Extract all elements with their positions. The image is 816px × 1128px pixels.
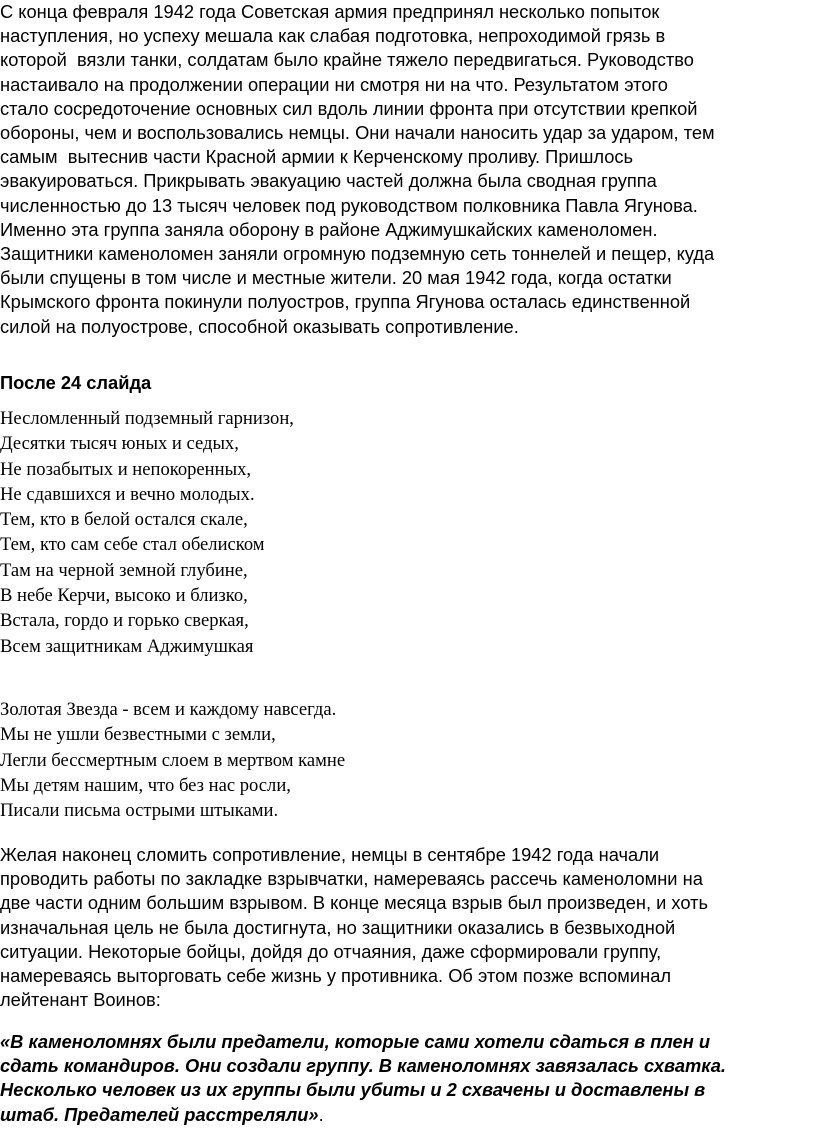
poem-line: Мы не ушли безвестными с земли, <box>0 724 276 746</box>
text-line: намереваясь выторговать себе жизнь у противника. Об этом позже вспоминал <box>0 965 672 987</box>
text-line: эвакуироваться. Прикрывать эвакуацию частей должна была сводная группа <box>0 170 657 192</box>
text-line: стало сосредоточение основных сил вдоль линии фронта при отсутствии крепкой <box>0 97 698 119</box>
text-line: Желая наконец сломить сопротивление, немцы в сентябре 1942 года начали <box>0 844 660 865</box>
text-line: настаивало на продолжении операции ни смотря ни на что. Результатом этого <box>0 73 668 95</box>
poem-line: Легли бессмертным слоем в мертвом камне <box>0 749 346 771</box>
text-line: С конца февраля 1942 года Советская армия предпринял несколько попыток <box>0 1 660 22</box>
section-heading <box>0 371 816 395</box>
poem-stanza-1 <box>0 406 816 659</box>
text-line: Крымского фронта покинули полуостров, группа Ягунова осталась единственной <box>0 291 691 313</box>
poem-line: Писали письма острыми штыками. <box>0 800 279 822</box>
quote-paragraph <box>0 1030 816 1127</box>
poem-stanza-2 <box>0 697 816 823</box>
poem-line: Не сдавшихся и вечно молодых. <box>0 483 255 505</box>
text-line: проводить работы по закладке взрывчатки, намереваясь рассечь каменоломни на <box>0 868 703 890</box>
text-line: обороны, чем и воспользовались немцы. Они начали наносить удар за ударом, тем <box>0 122 715 144</box>
narrative-paragraph <box>0 843 816 1012</box>
poem-line: Тем, кто в белой остался скале, <box>0 509 248 531</box>
text-line: наступления, но успеху мешала как слабая подготовка, непроходимой грязь в <box>0 25 666 47</box>
poem-line: Золотая Звезда - всем и каждому навсегда. <box>0 699 337 720</box>
quote-line: штаб. Предателей расстреляли» <box>0 1103 319 1125</box>
text-line: самым вытеснив части Красной армии к Керченскому проливу. Пришлось <box>0 146 634 168</box>
poem-line: Встала, гордо и горько сверкая, <box>0 610 249 632</box>
quote-line: сдать командиров. Они создали группу. В каменоломнях завязалась схватка. <box>0 1055 726 1077</box>
quote-end-punctuation: . <box>318 1103 324 1125</box>
poem-line: Всем защитникам Аджимушкая <box>0 635 254 657</box>
poem-line: Несломленный подземный гарнизон, <box>0 408 294 429</box>
text-line: две части одним большим взрывом. В конце месяца взрыв был произведен, и хоть <box>0 892 709 914</box>
poem-line: Десятки тысяч юных и седых, <box>0 433 239 455</box>
text-line: были спущены в том числе и местные жители. 20 мая 1942 года, когда остатки <box>0 267 672 289</box>
text-line: ситуации. Некоторые бойцы, дойдя до отчаяния, даже сформировали группу, <box>0 940 662 962</box>
intro-paragraph <box>0 0 816 339</box>
text-line: лейтенант Воинов: <box>0 989 161 1011</box>
text-line: численностью до 13 тысяч человек под руководством полковника Павла Ягунова. <box>0 194 698 216</box>
text-line: Именно эта группа заняла оборону в районе Аджимушкайских каменоломен. <box>0 218 658 240</box>
poem-line: Там на черной земной глубине, <box>0 559 248 581</box>
text-line: изначальная цель не была достигнута, но защитники оказались в безвыходной <box>0 916 676 938</box>
quote-last-line <box>0 1103 816 1127</box>
heading-text: После 24 слайда <box>0 372 152 393</box>
quote-line: Несколько человек из их группы были убиты и 2 схвачены и доставлены в <box>0 1079 706 1101</box>
poem-line: Не позабытых и непокоренных, <box>0 458 252 480</box>
text-line: силой на полуострове, способной оказывать сопротивление. <box>0 315 519 337</box>
text-line: Защитники каменоломен заняли огромную подземную сеть тоннелей и пещер, куда <box>0 243 715 265</box>
poem-line: В небе Керчи, высоко и близко, <box>0 585 248 607</box>
quote-line: «В каменоломнях были предатели, которые сами хотели сдаться в плен и <box>0 1031 710 1052</box>
text-line: которой вязли танки, солдатам было крайне тяжело передвигаться. Руководство <box>0 49 694 71</box>
poem-line: Мы детям нашим, что без нас росли, <box>0 774 291 796</box>
poem-line: Тем, кто сам себе стал обелиском <box>0 534 265 556</box>
